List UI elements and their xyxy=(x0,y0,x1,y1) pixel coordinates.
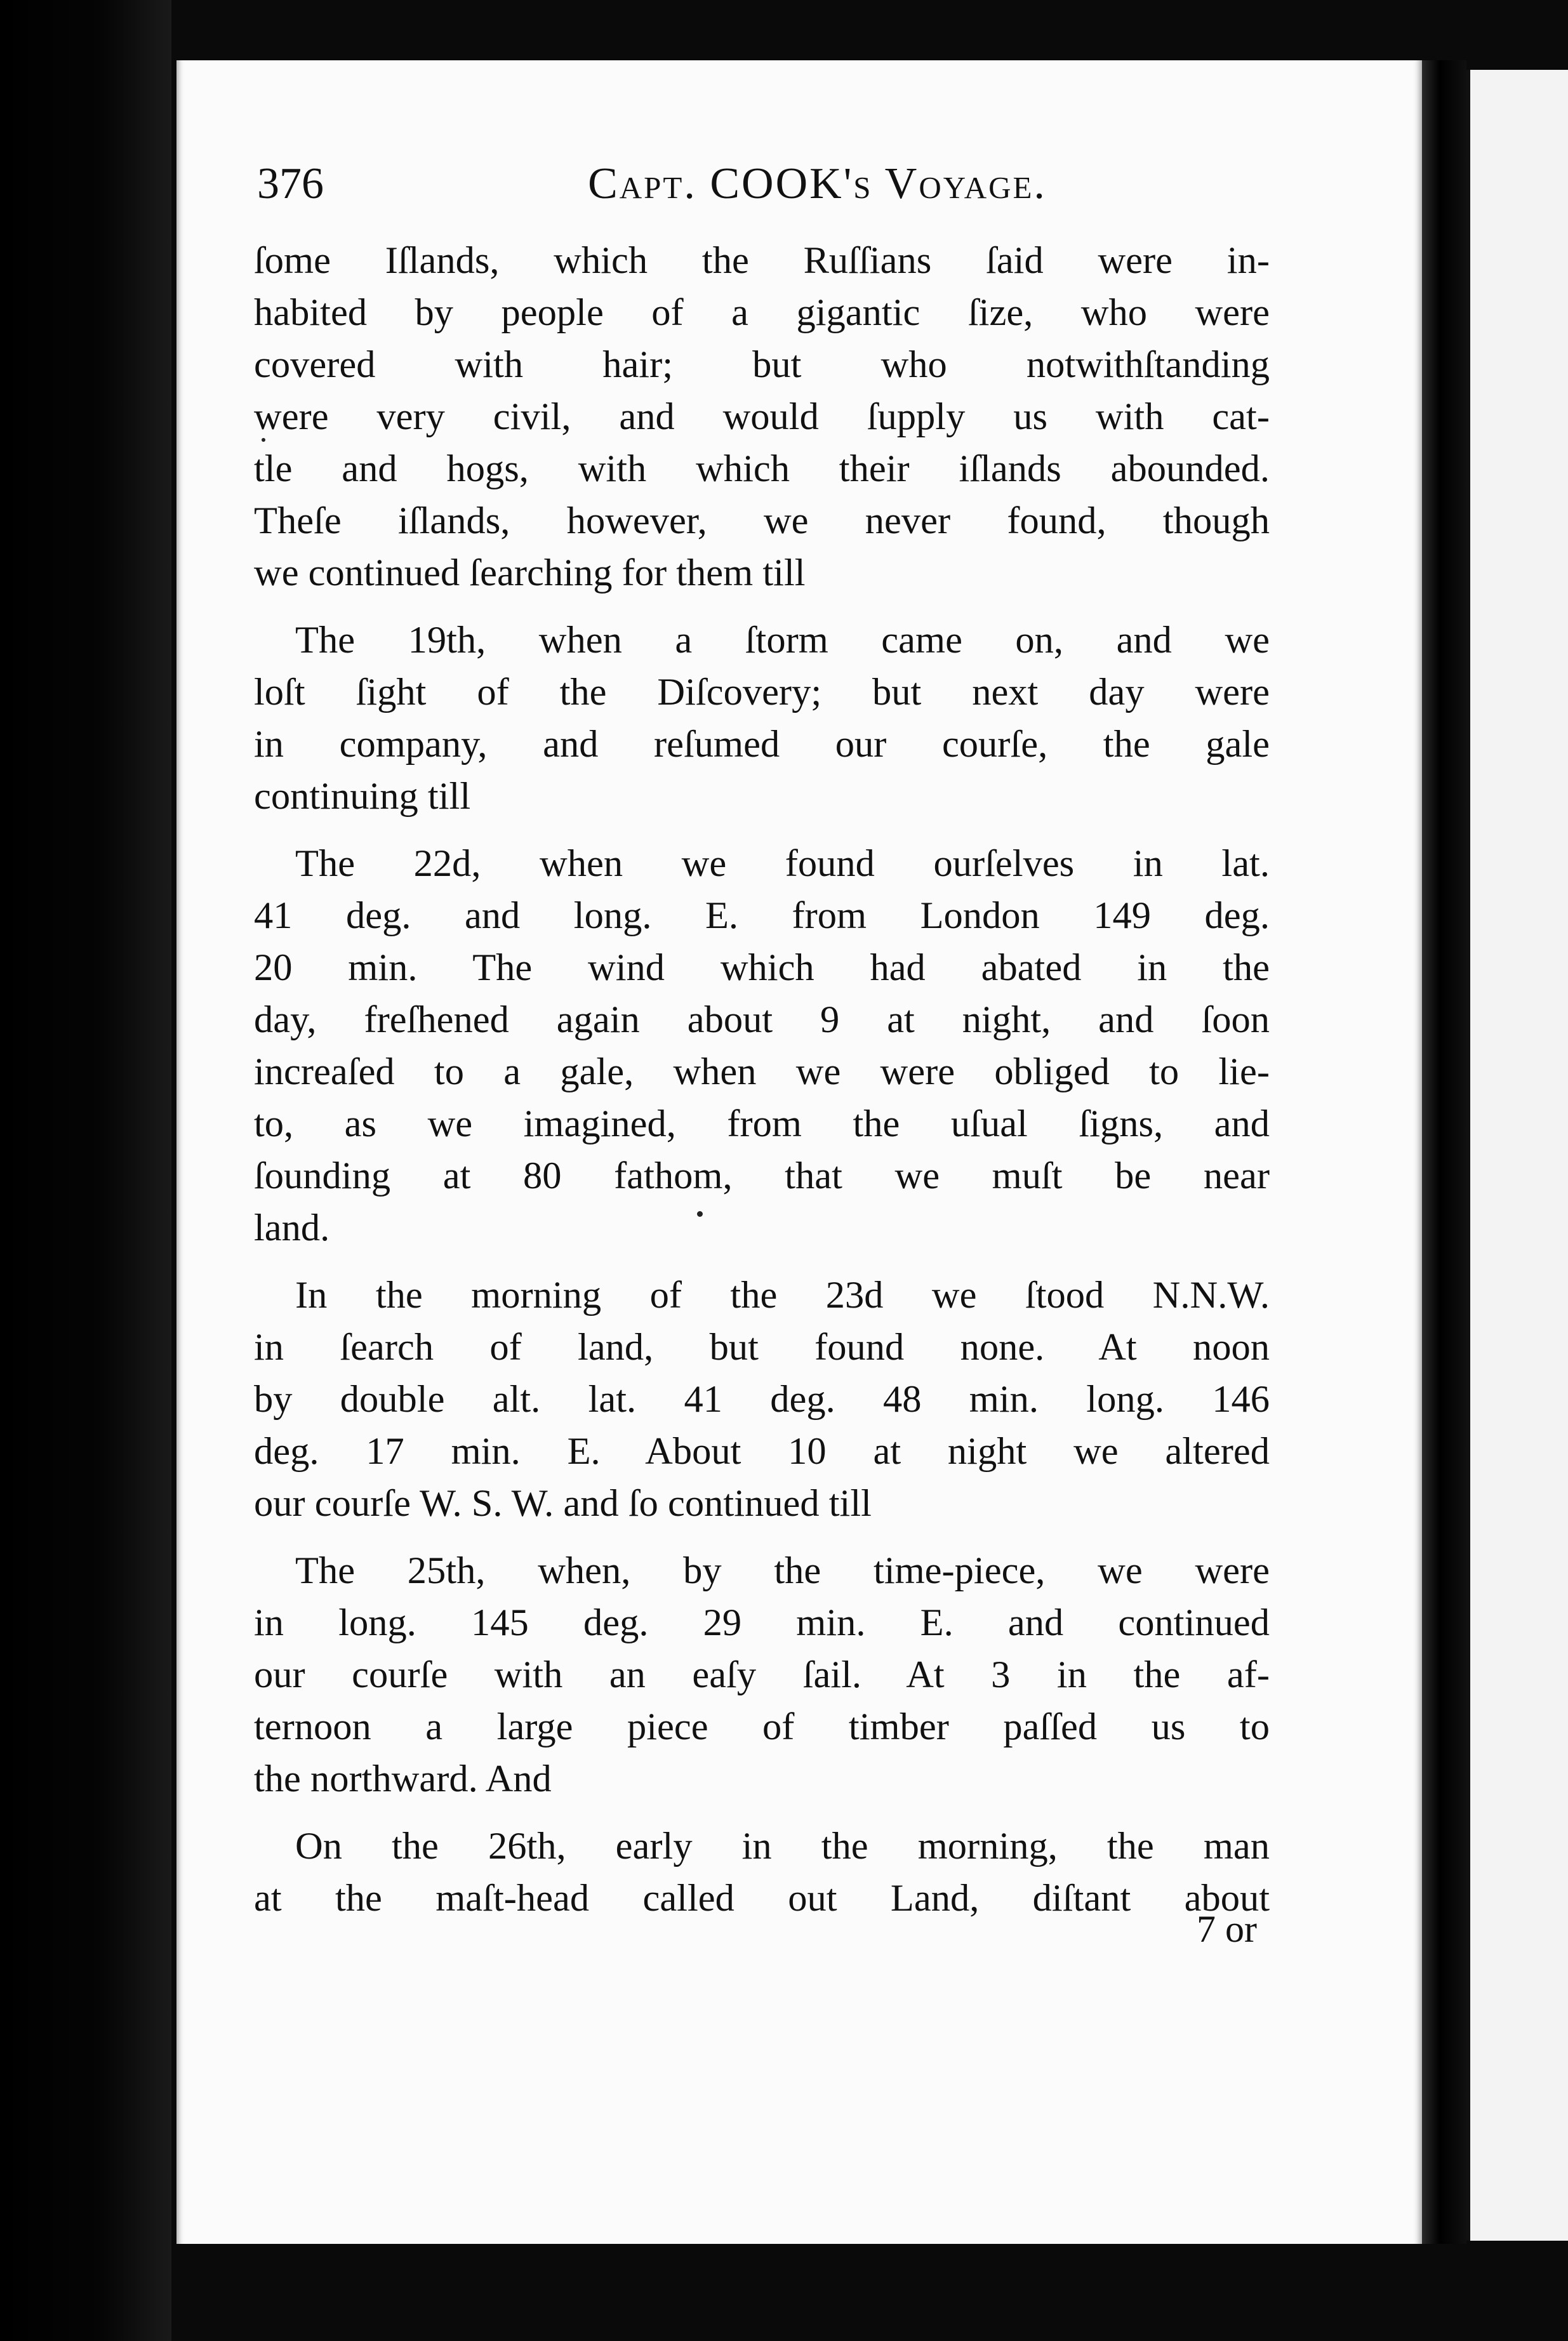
paragraph xyxy=(254,235,1270,599)
text-line: ſounding at 80 fathom, that we muſt be near xyxy=(254,1155,1270,1197)
text-line: at the maſt-head called out Land, diſtant about xyxy=(254,1877,1270,1920)
paragraph xyxy=(254,1545,1270,1805)
text-line: were very civil, and would ſupply us with cat- xyxy=(254,395,1270,438)
page-header xyxy=(257,159,1279,229)
text-line: deg. 17 min. E. About 10 at night we altered xyxy=(254,1430,1270,1473)
text-line: 41 deg. and long. E. from London 149 deg. xyxy=(254,894,1270,937)
text-line: day, freſhened again about 9 at night, and ſoon xyxy=(254,998,1270,1041)
facing-page-edge xyxy=(1466,70,1568,2241)
paper-speck xyxy=(262,438,265,442)
text-line: The 22d, when we found ourſelves in lat. xyxy=(295,842,1270,885)
text-line: ſome Iſlands, which the Ruſſians ſaid were in- xyxy=(254,239,1270,282)
running-head: Capt. COOK's Voyage. xyxy=(588,159,1047,208)
text-line: in ſearch of land, but found none. At noon xyxy=(254,1326,1270,1369)
text-line: in long. 145 deg. 29 min. E. and continued xyxy=(254,1602,1270,1644)
text-line: continuing till xyxy=(254,775,471,818)
paragraph xyxy=(254,838,1270,1254)
paragraph xyxy=(254,614,1270,823)
text-line: ternoon a large piece of timber paſſed us to xyxy=(254,1706,1270,1748)
text-line: to, as we imagined, from the uſual ſigns, and xyxy=(254,1103,1270,1145)
text-line: we continued ſearching for them till xyxy=(254,552,806,594)
paragraph xyxy=(254,1820,1270,1925)
paragraph xyxy=(254,1270,1270,1530)
text-line: the northward. And xyxy=(254,1758,552,1800)
text-line: In the morning of the 23d we ſtood N.N.W. xyxy=(295,1274,1270,1316)
text-line: land. xyxy=(254,1207,330,1249)
text-line: Theſe iſlands, however, we never found, though xyxy=(254,500,1270,542)
text-line: in company, and reſumed our courſe, the gale xyxy=(254,723,1270,766)
text-line: our courſe with an eaſy ſail. At 3 in the af- xyxy=(254,1654,1270,1696)
text-line: 20 min. The wind which had abated in the xyxy=(254,946,1270,989)
text-line: tle and hogs, with which their iſlands abounded. xyxy=(254,448,1270,490)
body-text xyxy=(254,235,1270,1940)
book-edge-left xyxy=(0,0,171,2341)
text-line: The 25th, when, by the time-piece, we were xyxy=(295,1549,1270,1592)
text-line: our courſe W. S. W. and ſo continued till xyxy=(254,1482,872,1525)
text-line: covered with hair; but who notwithſtanding xyxy=(254,343,1270,386)
text-line: loſt ſight of the Diſcovery; but next day were xyxy=(254,671,1270,713)
text-line: On the 26th, early in the morning, the man xyxy=(295,1825,1270,1867)
page-number: 376 xyxy=(257,159,324,208)
book-gutter xyxy=(1422,60,1466,2244)
text-line: The 19th, when a ſtorm came on, and we xyxy=(295,619,1270,661)
text-line: by double alt. lat. 41 deg. 48 min. long. 146 xyxy=(254,1378,1270,1421)
text-line: habited by people of a gigantic ſize, who were xyxy=(254,291,1270,334)
paper-speck xyxy=(697,1211,703,1217)
catchword: 7 or xyxy=(1197,1908,1257,1950)
text-line: increaſed to a gale, when we were obliged to lie- xyxy=(254,1051,1270,1093)
